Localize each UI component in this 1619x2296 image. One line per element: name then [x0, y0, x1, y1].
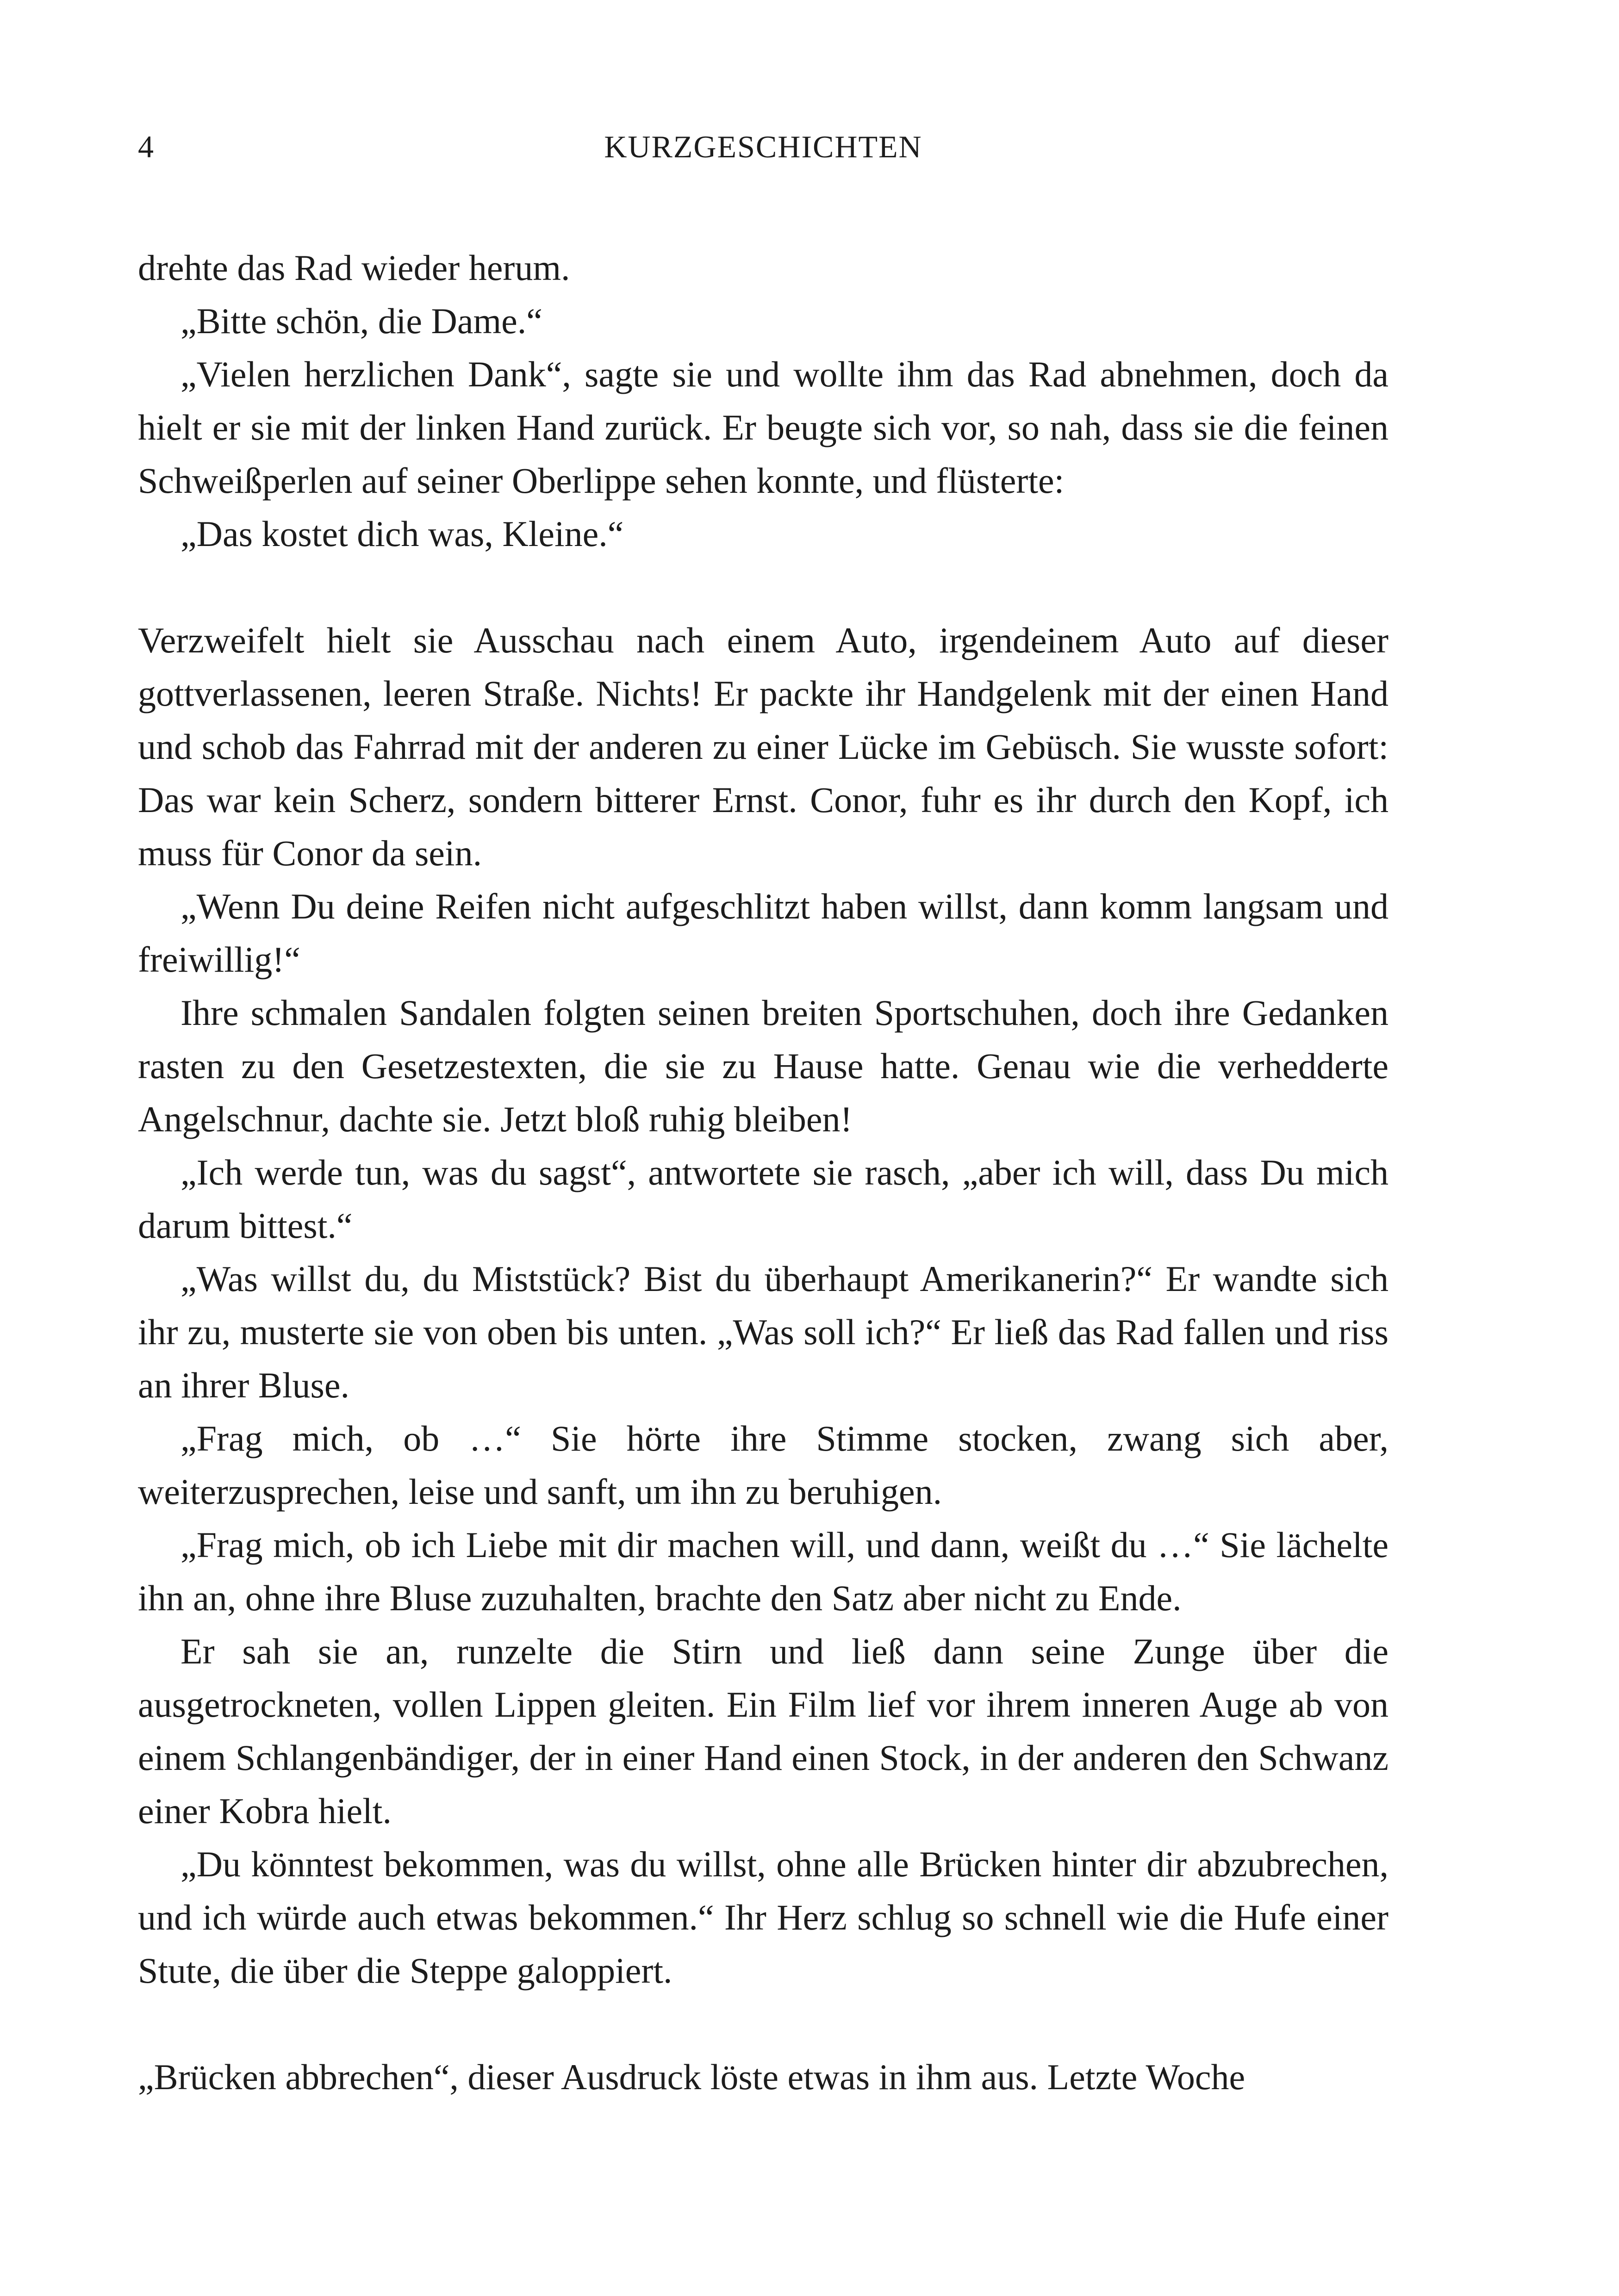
paragraph: „Frag mich, ob ich Liebe mit dir machen will, und dann, weißt du …“ Sie lächelte ihn an, ohne ihre Bluse zuzuhalten, brachte den Satz aber nicht zu Ende.: [138, 1525, 1389, 1618]
paragraph: Ihre schmalen Sandalen folgten seinen breiten Sportschuhen, doch ihre Gedanken rasten zu den Gesetzestexten, die sie zu Hause hatte. Genau wie die verhedderte Angelschnur, dachte sie. Jetzt bloß ruhig bleiben!: [138, 993, 1389, 1139]
paragraph: „Das kostet dich was, Kleine.“: [181, 514, 624, 554]
paragraph: „Vielen herzlichen Dank“, sagte sie und wollte ihm das Rad abnehmen, doch da hielt er sie mit der linken Hand zurück. Er beugte sich vor, so nah, dass sie die feinen Schweißperlen auf seiner Oberlippe sehen konnte, und flüsterte:: [138, 354, 1389, 501]
paragraph: „Ich werde tun, was du sagst“, antwortete sie rasch, „aber ich will, dass Du mich darum bittest.“: [138, 1152, 1389, 1246]
paragraph: Verzweifelt hielt sie Ausschau nach einem Auto, irgendeinem Auto auf dieser gottverlassenen, leeren Straße. Nichts! Er packte ihr Handgelenk mit der einen Hand und schob das Fahrrad mit der anderen zu einer Lücke im Gebüsch. Sie wusste sofort: Das war kein Scherz, sondern bitterer Ernst. Conor, fuhr es ihr durch den Kopf, ich muss für Conor da sein.: [138, 620, 1389, 873]
paragraph: „Brücken abbrechen“, dieser Ausdruck löste etwas in ihm aus. Letzte Woche: [138, 2057, 1245, 2097]
running-header: [138, 129, 1389, 166]
paragraph: drehte das Rad wieder herum.: [138, 248, 570, 288]
paragraph: „Frag mich, ob …“ Sie hörte ihre Stimme stocken, zwang sich aber, weiterzusprechen, leise und sanft, um ihn zu beruhigen.: [138, 1418, 1389, 1512]
paragraph: „Du könntest bekommen, was du willst, ohne alle Brücken hinter dir abzubrechen, und ich würde auch etwas bekommen.“ Ihr Herz schlug so schnell wie die Hufe einer Stute, die über die Steppe galoppiert.: [138, 1844, 1389, 1991]
paragraph: „Wenn Du deine Reifen nicht aufgeschlitzt haben willst, dann komm langsam und freiwillig!“: [138, 886, 1389, 980]
body-text: [138, 241, 1389, 2104]
paragraph: Er sah sie an, runzelte die Stirn und ließ dann seine Zunge über die ausgetrockneten, vollen Lippen gleiten. Ein Film lief vor ihrem inneren Auge ab von einem Schlangenbändiger, der in einer Hand einen Stock, in der anderen den Schwanz einer Kobra hielt.: [138, 1631, 1389, 1831]
paragraph: „Bitte schön, die Dame.“: [181, 301, 542, 341]
running-title: KURZGESCHICHTEN: [604, 129, 922, 164]
paragraph: „Was willst du, du Miststück? Bist du überhaupt Amerikanerin?“ Er wandte sich ihr zu, musterte sie von oben bis unten. „Was soll ich?“ Er ließ das Rad fallen und riss an ihrer Bluse.: [138, 1259, 1389, 1405]
page-number: 4: [138, 129, 154, 164]
